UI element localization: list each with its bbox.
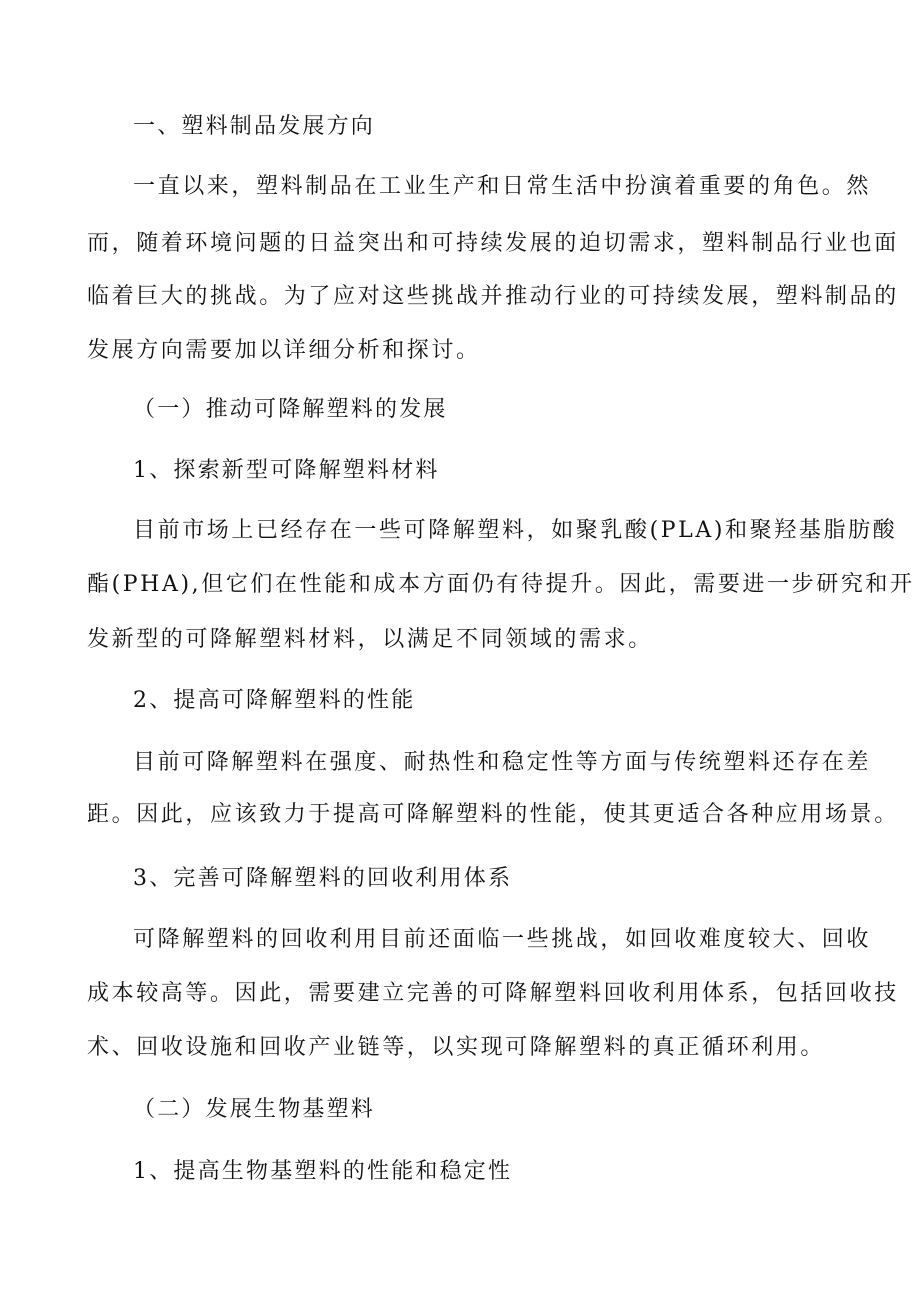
intro-paragraph-line: 发展方向需要加以详细分析和探讨。: [87, 338, 481, 363]
subsection-title: （一）推动可降解塑料的发展: [133, 397, 448, 422]
item-paragraph-line: 可降解塑料的回收利用目前还面临一些挑战，如回收难度较大、回收: [133, 927, 872, 952]
item-paragraph-line: 酯(PHA),但它们在性能和成本方面仍有待提升。因此，需要进一步研究和开: [87, 572, 915, 597]
item-title: 3、完善可降解塑料的回收利用体系: [133, 866, 513, 891]
intro-paragraph-line: 一直以来，塑料制品在工业生产和日常生活中扮演着重要的角色。然: [133, 174, 872, 199]
intro-paragraph-line: 临着巨大的挑战。为了应对这些挑战并推动行业的可持续发展，塑料制品的: [87, 284, 899, 309]
subsection-title: （二）发展生物基塑料: [133, 1097, 376, 1122]
item-paragraph-line: 发新型的可降解塑料材料，以满足不同领域的需求。: [87, 627, 653, 652]
item-paragraph-line: 目前市场上已经存在一些可降解塑料，如聚乳酸(PLA)和聚羟基脂肪酸: [133, 518, 898, 543]
item-paragraph-line: 术、回收设施和回收产业链等，以实现可降解塑料的真正循环利用。: [87, 1035, 826, 1060]
intro-paragraph-line: 而，随着环境问题的日益突出和可持续发展的迫切需求，塑料制品行业也面: [87, 231, 899, 256]
item-paragraph-line: 目前可降解塑料在强度、耐热性和稳定性等方面与传统塑料还存在差: [133, 750, 872, 775]
item-paragraph-line: 成本较高等。因此，需要建立完善的可降解塑料回收利用体系，包括回收技: [87, 981, 899, 1006]
item-title: 2、提高可降解塑料的性能: [133, 688, 416, 713]
item-paragraph-line: 距。因此，应该致力于提高可降解塑料的性能，使其更适合各种应用场景。: [87, 802, 899, 827]
section-title: 一、塑料制品发展方向: [133, 114, 376, 139]
item-title: 1、提高生物基塑料的性能和稳定性: [133, 1159, 513, 1184]
item-title: 1、探索新型可降解塑料材料: [133, 458, 440, 483]
